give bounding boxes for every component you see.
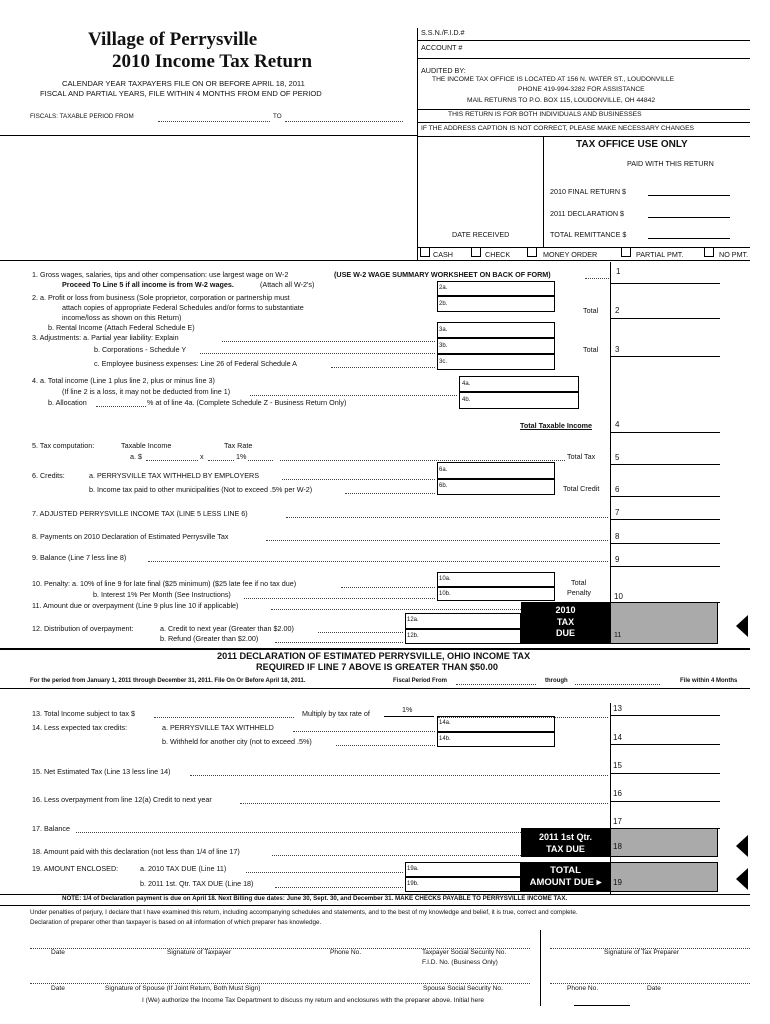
tax-rate-head: Tax Rate: [224, 441, 253, 450]
office-phone: PHONE 419-994-3282 FOR ASSISTANCE: [518, 86, 645, 93]
date3-label: Date: [647, 985, 661, 992]
line5-rate: 1%: [236, 452, 247, 461]
total-credit-label: Total Credit: [563, 484, 600, 493]
perjury-statement: Under penalties of perjury, I declare that I have examined this return, including accompanying schedules and statements, and to the best of my knowledge and belief, it is true, correct and complete.: [30, 909, 578, 916]
line12a-text: a. Credit to next year (Greater than $2.00): [160, 624, 294, 633]
box-3-label: 3: [615, 345, 620, 354]
line19a-text: a. 2010 TAX DUE (Line 11): [140, 864, 227, 873]
box-14-label: 14: [613, 733, 622, 742]
within-months-label: File within 4 Months: [680, 678, 738, 684]
line14a-text: a. PERRYSVILLE TAX WITHHELD: [162, 723, 274, 732]
box-10b-label: 10b.: [439, 591, 451, 597]
address-caption-note: IF THE ADDRESS CAPTION IS NOT CORRECT, PLEASE MAKE NECESSARY CHANGES: [421, 125, 695, 132]
spouse-signature-label: Signature of Spouse (If Joint Return, Both Must Sign): [105, 985, 261, 992]
arrow-19-icon: [736, 868, 748, 890]
box-12a-label: 12a.: [407, 617, 419, 623]
line1-attach: (Attach all W-2's): [260, 280, 315, 289]
line2a-text: 2. a. Profit or loss from business (Sole proprietor, corporation or partnership must: [32, 293, 290, 302]
line11-text: 11. Amount due or overpayment (Line 9 plus line 10 if applicable): [32, 601, 239, 610]
line19b-input[interactable]: [405, 877, 521, 892]
line2b-input[interactable]: [437, 296, 555, 312]
partial-pmt-checkbox[interactable]: [621, 247, 631, 257]
box-8-label: 8: [615, 532, 620, 541]
total-remittance-field[interactable]: [648, 238, 730, 239]
line3-text: 3. Adjustments: a. Partial year liability: Explain: [32, 333, 179, 342]
taxable-income-head: Taxable Income: [121, 441, 172, 450]
box-2b-label: 2b.: [439, 301, 448, 307]
tax-due-2010-input[interactable]: [610, 602, 718, 644]
money-order-label: MONEY ORDER: [543, 250, 598, 259]
line2b-text: b. Rental Income (Attach Federal Schedule E): [48, 323, 195, 332]
account-label: ACCOUNT #: [421, 43, 463, 52]
fiscals-to-field[interactable]: [285, 121, 403, 122]
box-3a-label: 3a.: [439, 327, 448, 333]
line19-text: 19. AMOUNT ENCLOSED:: [32, 864, 119, 873]
declaration-required: REQUIRED IF LINE 7 ABOVE IS GREATER THAN $50.00: [256, 662, 498, 672]
line4a-text: 4. a. Total income (Line 1 plus line 2, plus or minus line 3): [32, 376, 215, 385]
box-3c-label: 3c.: [439, 359, 448, 365]
fiscals-to-label: TO: [273, 113, 282, 120]
total-taxable-label: Total Taxable Income: [520, 421, 593, 430]
line18-text: 18. Amount paid with this declaration (not less than 1/4 of line 17): [32, 847, 240, 856]
box-4b-label: 4b.: [462, 397, 471, 403]
line3c-text: c. Employee business expenses: Line 26 of Federal Schedule A: [94, 359, 297, 368]
line5-times: x: [200, 452, 204, 461]
box-10a-label: 10a.: [439, 576, 451, 582]
date2-label: Date: [51, 985, 65, 992]
paid-with-return: PAID WITH THIS RETURN: [627, 159, 714, 168]
line6-text: 6. Credits:: [32, 471, 65, 480]
line4b-text2: % at of line 4a. (Complete Schedule Z - Business Return Only): [147, 398, 347, 407]
arrow-18-icon: [736, 835, 748, 857]
note-due-dates: NOTE: 1/4 of Declaration payment is due on April 18. Next Billing due dates: June 30, Sept. 30, and December 31. MAKE CHECKS PAYABLE TO PERRYSVILLE INCOME TAX.: [62, 895, 568, 902]
box-6b-label: 6b.: [439, 483, 448, 489]
fiscal-through-field[interactable]: [575, 684, 660, 685]
taxable-income-field[interactable]: [146, 460, 198, 461]
box-11-label: 11: [614, 632, 622, 639]
line2a-input[interactable]: [437, 281, 555, 296]
box-15-label: 15: [613, 761, 622, 770]
multiply-label: Multiply by tax rate of: [302, 709, 370, 718]
line4a-text2: (If line 2 is a loss, it may not be deducted from line 1): [62, 387, 231, 396]
line12b-text: b. Refund (Greater than $2.00): [160, 634, 259, 643]
phone2-label: Phone No.: [567, 985, 599, 992]
spouse-ssn-label: Spouse Social Security No.: [423, 985, 503, 992]
box-2a-label: 2a.: [439, 285, 448, 291]
line10a-text: 10. Penalty: a. 10% of line 9 for late final ($25 minimum) ($25 late fee if no tax due): [32, 579, 297, 588]
box-19-label: 19: [613, 878, 622, 887]
authorize-statement: I (We) authorize the Income Tax Department to discuss my return and enclosures with the preparer above. Initial here: [142, 997, 485, 1004]
box-4a-label: 4a.: [462, 381, 471, 387]
line3a-input[interactable]: [437, 322, 555, 338]
fiscal-year-note: FISCAL AND PARTIAL YEARS, FILE WITHIN 4 MONTHS FROM END OF PERIOD: [40, 89, 322, 98]
line5-text: 5. Tax computation:: [32, 441, 95, 450]
box-9-label: 9: [615, 555, 620, 564]
line6a-text: a. PERRYSVILLE TAX WITHHELD BY EMPLOYERS: [89, 471, 260, 480]
line14b-text: b. Withheld for another city (not to exceed .5%): [162, 737, 312, 746]
office-location: THE INCOME TAX OFFICE IS LOCATED AT 156 N. WATER ST., LOUDONVILLE: [432, 76, 675, 83]
taxpayer-signature-label: Signature of Taxpayer: [167, 949, 232, 956]
box-14b-label: 14b.: [439, 736, 451, 742]
qtr-tax-due-input[interactable]: [610, 828, 718, 857]
line10b-input[interactable]: [437, 587, 555, 601]
box-19b-label: 19b.: [407, 881, 419, 887]
line2a-text2: attach copies of appropriate Federal Schedules and/or forms to substantiate: [62, 303, 304, 312]
line17-text: 17. Balance: [32, 824, 70, 833]
box-6-label: 6: [615, 485, 620, 494]
line19b-text: b. 2011 1st. Qtr. TAX DUE (Line 18): [140, 879, 254, 888]
box-2-label: 2: [615, 306, 620, 315]
line12-text: 12. Distribution of overpayment:: [32, 624, 134, 633]
box-12b-label: 12b.: [407, 633, 419, 639]
no-pmt-label: NO PMT.: [719, 250, 749, 259]
form-title-village: Village of Perrysville: [88, 29, 258, 50]
box-14a-label: 14a.: [439, 720, 451, 726]
total-penalty-label-2: Penalty: [567, 588, 591, 597]
line3c-input[interactable]: [437, 354, 555, 370]
line4a-input[interactable]: [459, 376, 579, 392]
box-10-label: 10: [614, 592, 623, 601]
line6a-input[interactable]: [437, 462, 555, 479]
total-remittance-label: TOTAL REMITTANCE $: [550, 230, 627, 239]
box-7-label: 7: [615, 508, 620, 517]
declaration-period: For the period from January 1, 2011 through December 31, 2011. File On Or Before April 18, 2011.: [30, 678, 306, 684]
check-label: CHECK: [485, 250, 511, 259]
line6b-text: b. Income tax paid to other municipalities (Not to exceed .5% per W-2): [89, 485, 313, 494]
fiscals-from-field[interactable]: [158, 121, 270, 122]
final-return-field[interactable]: [648, 195, 730, 196]
line4b-text: b. Allocation: [48, 398, 87, 407]
line19a-input[interactable]: [405, 862, 521, 877]
box-3b-label: 3b.: [439, 343, 448, 349]
fiscals-from-label: FISCALS: TAXABLE PERIOD FROM: [30, 113, 134, 120]
fiscal-from-field[interactable]: [456, 684, 536, 685]
office-mail: MAIL RETURNS TO P.O. BOX 115, LOUDONVILLE, OH 44842: [467, 97, 656, 104]
fiscal-through-label: through: [545, 678, 568, 684]
no-pmt-checkbox[interactable]: [704, 247, 714, 257]
tax-due-2010-box: 2010 TAX DUE: [521, 602, 610, 644]
line6b-input[interactable]: [437, 479, 555, 495]
money-order-checkbox[interactable]: [527, 247, 537, 257]
preparer-statement: Declaration of preparer other than taxpayer is based on all information of which preparer has knowledge.: [30, 919, 322, 926]
line2a-text3: income/loss as shown on this Return): [62, 313, 182, 322]
box-1-label: 1: [616, 267, 621, 276]
line3-total-label: Total: [583, 345, 599, 354]
total-tax-label: Total Tax: [567, 452, 596, 461]
ssn-label: S.S.N./F.I.D.#: [421, 28, 465, 37]
line14b-input[interactable]: [437, 732, 555, 747]
total-amount-due-box: TOTAL AMOUNT DUE ▸: [521, 862, 610, 892]
arrow-11-icon: [736, 615, 748, 637]
final-return-label: 2010 FINAL RETURN $: [550, 187, 627, 196]
line10b-text: b. Interest 1% Per Month (See Instructions): [93, 590, 231, 599]
line1-proceed: Proceed To Line 5 if all income is from W-2 wages.: [62, 280, 234, 289]
line4b-input[interactable]: [459, 392, 579, 409]
declaration-label: 2011 DECLARATION $: [550, 209, 625, 218]
audited-by-label: AUDITED BY:: [421, 66, 466, 75]
line12a-input[interactable]: [405, 613, 521, 629]
line1-worksheet: (USE W-2 WAGE SUMMARY WORKSHEET ON BACK OF FORM): [334, 270, 551, 279]
box-6a-label: 6a.: [439, 467, 448, 473]
box-17-label: 17: [613, 817, 622, 826]
cash-checkbox[interactable]: [420, 247, 430, 257]
line15-text: 15. Net Estimated Tax (Line 13 less line 14): [32, 767, 171, 776]
both-individuals-note: THIS RETURN IS FOR BOTH INDIVIDUALS AND BUSINESSES: [448, 111, 642, 118]
line5a-dollar: a. $: [130, 452, 142, 461]
allocation-pct-field[interactable]: [96, 406, 146, 407]
line10a-input[interactable]: [437, 572, 555, 587]
qtr-tax-due-box: 2011 1st Qtr. TAX DUE: [521, 828, 610, 857]
line3b-text: b. Corporations - Schedule Y: [94, 345, 187, 354]
preparer-signature-label: Signature of Tax Preparer: [604, 949, 680, 956]
box-19a-label: 19a.: [407, 866, 419, 872]
cash-label: CASH: [433, 250, 453, 259]
line1-text: 1. Gross wages, salaries, tips and other compensation: use largest wage on W-2: [32, 270, 289, 279]
line12b-input[interactable]: [405, 629, 521, 644]
form-title-return: 2010 Income Tax Return: [112, 51, 313, 72]
taxpayer-ssn-label: Taxpayer Social Security No.: [422, 949, 507, 956]
line2-total-label: Total: [583, 306, 599, 315]
box-18-label: 18: [613, 842, 622, 851]
line7-text: 7. ADJUSTED PERRYSVILLE INCOME TAX (LINE 5 LESS LINE 6): [32, 509, 248, 518]
line3b-input[interactable]: [437, 338, 555, 354]
total-penalty-label-1: Total: [571, 578, 587, 587]
line9-text: 9. Balance (Line 7 less line 8): [32, 553, 127, 562]
date-label: Date: [51, 949, 65, 956]
line13-text: 13. Total Income subject to tax $: [32, 709, 135, 718]
line14a-input[interactable]: [437, 716, 555, 732]
line16-text: 16. Less overpayment from line 12(a) Credit to next year: [32, 795, 212, 804]
line13-income-field[interactable]: [154, 717, 294, 718]
declaration-field[interactable]: [648, 217, 730, 218]
partial-pmt-label: PARTIAL PMT.: [636, 250, 684, 259]
declaration-title: 2011 DECLARATION OF ESTIMATED PERRYSVILLE, OHIO INCOME TAX: [217, 651, 531, 661]
box-16-label: 16: [613, 789, 622, 798]
check-checkbox[interactable]: [471, 247, 481, 257]
box-5-label: 5: [615, 453, 620, 462]
phone-label: Phone No.: [330, 949, 362, 956]
calendar-year-note: CALENDAR YEAR TAXPAYERS FILE ON OR BEFORE APRIL 18, 2011: [62, 79, 305, 88]
box-4-label: 4: [615, 420, 620, 429]
line8-text: 8. Payments on 2010 Declaration of Estimated Perrysville Tax: [32, 532, 229, 541]
line13-rate: 1%: [402, 705, 413, 714]
office-use-title: TAX OFFICE USE ONLY: [576, 139, 688, 150]
total-amount-due-input[interactable]: [610, 862, 718, 892]
box-13-label: 13: [613, 704, 622, 713]
fid-label: F.I.D. No. (Business Only): [422, 959, 498, 966]
date-received-label: DATE RECEIVED: [452, 230, 510, 239]
fiscal-period-label: Fiscal Period From: [393, 678, 448, 684]
line14-text: 14. Less expected tax credits:: [32, 723, 128, 732]
initial-here-field[interactable]: [574, 1005, 630, 1006]
